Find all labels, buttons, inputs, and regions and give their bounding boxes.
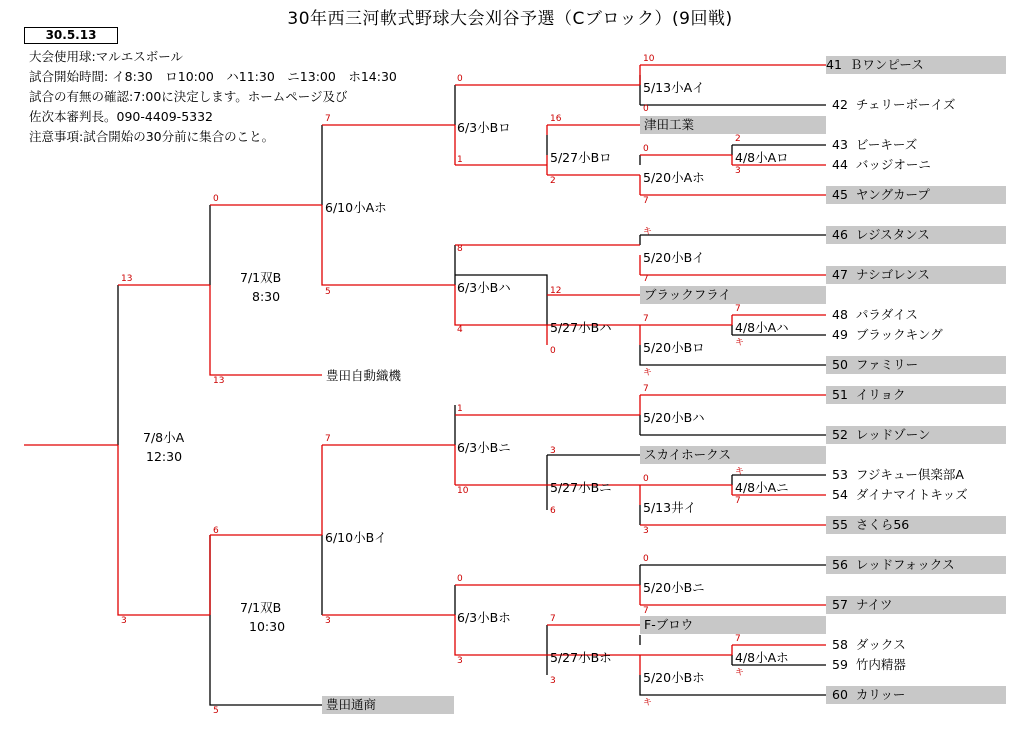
match-label: 7/1双B bbox=[240, 600, 282, 615]
team-name: ナシゴレンス bbox=[855, 267, 930, 282]
team-skyhawks bbox=[640, 446, 826, 464]
team-number: 49 bbox=[832, 327, 848, 342]
match-label: 4/8小Aホ bbox=[735, 650, 789, 665]
score: 0 bbox=[457, 574, 463, 584]
score: 12 bbox=[550, 286, 562, 296]
match-label: 5/20小Bイ bbox=[643, 250, 705, 265]
team-number: 57 bbox=[832, 597, 848, 612]
match-label: 5/20小Bニ bbox=[643, 580, 705, 595]
team-number: 54 bbox=[832, 487, 848, 502]
score: キ bbox=[643, 698, 653, 708]
team-name: カリッー bbox=[855, 687, 906, 702]
match-label: 5/20小Aホ bbox=[643, 170, 705, 185]
match-label: 6/10小Bイ bbox=[325, 530, 387, 545]
team-name: Ｂワンピース bbox=[849, 57, 924, 72]
score: 13 bbox=[213, 376, 225, 386]
score: キ bbox=[735, 467, 745, 477]
team-60 bbox=[826, 686, 1006, 704]
score: 3 bbox=[550, 676, 556, 686]
score: 0 bbox=[213, 194, 219, 204]
team-name: 豊田通商 bbox=[326, 697, 377, 712]
match-label: 5/13井イ bbox=[643, 500, 697, 515]
team-45 bbox=[826, 186, 1006, 204]
score: キ bbox=[735, 338, 745, 348]
team-tsuda bbox=[640, 116, 826, 134]
score: 3 bbox=[550, 446, 556, 456]
team-54 bbox=[832, 486, 968, 504]
score: 7 bbox=[643, 274, 649, 284]
match-time: 12:30 bbox=[146, 449, 183, 464]
score: 7 bbox=[643, 384, 649, 394]
match-label: 4/8小Aロ bbox=[735, 150, 789, 165]
match-label: 5/27小Bロ bbox=[550, 150, 612, 165]
team-name: パラダイス bbox=[855, 307, 918, 322]
match-label: 4/8小Aニ bbox=[735, 480, 789, 495]
team-name: ブラックフライ bbox=[644, 287, 731, 302]
team-number: 53 bbox=[832, 467, 848, 482]
score: キ bbox=[643, 227, 653, 237]
team-number: 52 bbox=[832, 427, 848, 442]
score: キ bbox=[643, 368, 653, 378]
team-number: 60 bbox=[832, 687, 848, 702]
score: 5 bbox=[325, 287, 331, 297]
team-number: 48 bbox=[832, 307, 848, 322]
match-label: 7/8小A bbox=[143, 430, 185, 445]
team-number: 46 bbox=[832, 227, 848, 242]
match-time: 10:30 bbox=[249, 619, 286, 634]
score: 1 bbox=[457, 404, 463, 414]
match-label: 6/3小Bホ bbox=[457, 610, 511, 625]
team-name: 竹内精器 bbox=[855, 657, 906, 672]
score: 7 bbox=[643, 606, 649, 616]
score: 0 bbox=[643, 144, 649, 154]
score: 3 bbox=[643, 526, 649, 536]
team-44 bbox=[832, 156, 931, 174]
score: 7 bbox=[550, 614, 556, 624]
score: 10 bbox=[643, 54, 655, 64]
team-name: 豊田自動織機 bbox=[326, 368, 402, 383]
team-name: ブラックキング bbox=[855, 327, 943, 342]
team-52 bbox=[826, 426, 1006, 444]
team-43 bbox=[832, 136, 917, 154]
match-label: 4/8小Aハ bbox=[735, 320, 789, 335]
match-label: 6/3小Bハ bbox=[457, 280, 511, 295]
team-number: 43 bbox=[832, 137, 848, 152]
score: 13 bbox=[121, 274, 133, 284]
team-55 bbox=[826, 516, 1006, 534]
team-name: ファミリー bbox=[855, 357, 919, 372]
team-48 bbox=[832, 306, 918, 324]
score: 6 bbox=[213, 526, 219, 536]
team-name: さくら56 bbox=[855, 517, 910, 532]
team-name: フジキュー倶楽部A bbox=[855, 467, 964, 482]
match-label: 6/10小Aホ bbox=[325, 200, 387, 215]
team-59 bbox=[832, 656, 906, 674]
score: 2 bbox=[550, 176, 556, 186]
score: 0 bbox=[643, 104, 649, 114]
team-name: レッドフォックス bbox=[855, 557, 955, 572]
score: 6 bbox=[550, 506, 556, 516]
score: 7 bbox=[643, 196, 649, 206]
team-number: 56 bbox=[832, 557, 848, 572]
score: 16 bbox=[550, 114, 562, 124]
info-line: 佐次本審判長。090-4409-5332 bbox=[29, 109, 214, 124]
score: 10 bbox=[457, 486, 469, 496]
team-56 bbox=[826, 556, 1006, 574]
team-number: 41 bbox=[826, 57, 842, 72]
score: 2 bbox=[735, 134, 741, 144]
score: キ bbox=[735, 668, 745, 678]
team-50 bbox=[826, 356, 1006, 374]
team-41 bbox=[826, 56, 1006, 74]
team-number: 42 bbox=[832, 97, 848, 112]
team-toyota-tsusho bbox=[322, 696, 454, 714]
match-label: 5/13小Aイ bbox=[643, 80, 705, 95]
score: 3 bbox=[121, 616, 127, 626]
score: 3 bbox=[735, 166, 741, 176]
team-number: 45 bbox=[832, 187, 848, 202]
info-line: 注意事項:試合開始の30分前に集合のこと。 bbox=[29, 129, 275, 144]
score: 0 bbox=[643, 554, 649, 564]
team-name: チェリーボーイズ bbox=[855, 97, 956, 112]
score: 7 bbox=[735, 634, 741, 644]
team-name: スカイホークス bbox=[644, 447, 732, 462]
score: 7 bbox=[735, 304, 741, 314]
score: 1 bbox=[457, 155, 463, 165]
page-title: 30年西三河軟式野球大会刈谷予選（Cブロック）(9回戦) bbox=[287, 9, 733, 29]
team-49 bbox=[832, 326, 943, 344]
score: 0 bbox=[550, 346, 556, 356]
team-blackfly bbox=[640, 286, 826, 304]
team-name: イリョク bbox=[855, 387, 906, 402]
team-number: 50 bbox=[832, 357, 848, 372]
match-label: 5/27小Bニ bbox=[550, 480, 612, 495]
team-46 bbox=[826, 226, 1006, 244]
team-47 bbox=[826, 266, 1006, 284]
team-name: ダイナマイトキッズ bbox=[855, 487, 968, 502]
info-line: 試合の有無の確認:7:00に決定します。ホームページ及び bbox=[29, 89, 348, 104]
score: 7 bbox=[643, 314, 649, 324]
score: 0 bbox=[643, 474, 649, 484]
team-number: 51 bbox=[832, 387, 848, 402]
score: 7 bbox=[325, 114, 331, 124]
team-name: ビーキーズ bbox=[855, 137, 918, 152]
team-name: ヤングカープ bbox=[855, 187, 930, 202]
score: 3 bbox=[457, 656, 463, 666]
date-label: 30.5.13 bbox=[24, 27, 118, 44]
team-number: 44 bbox=[832, 157, 848, 172]
team-name: バッジオーニ bbox=[855, 157, 931, 172]
match-label: 5/20小Bロ bbox=[643, 340, 705, 355]
team-name: ナイツ bbox=[855, 597, 893, 612]
team-toyota-jidoshokki bbox=[326, 367, 401, 385]
score: 5 bbox=[213, 706, 219, 716]
team-42 bbox=[832, 96, 955, 114]
team-name: F-ブロウ bbox=[644, 617, 694, 632]
team-name: レッドゾーン bbox=[855, 427, 931, 442]
score: 3 bbox=[325, 616, 331, 626]
team-57 bbox=[826, 596, 1006, 614]
match-label: 6/3小Bロ bbox=[457, 120, 511, 135]
match-label: 5/20小Bハ bbox=[643, 410, 705, 425]
team-number: 47 bbox=[832, 267, 848, 282]
match-label: 5/27小Bホ bbox=[550, 650, 612, 665]
team-58 bbox=[832, 636, 906, 654]
score: 0 bbox=[457, 74, 463, 84]
team-number: 55 bbox=[832, 517, 848, 532]
team-name: レジスタンス bbox=[855, 227, 930, 242]
team-number: 58 bbox=[832, 637, 848, 652]
team-number: 59 bbox=[832, 657, 848, 672]
score: 7 bbox=[735, 496, 741, 506]
match-label: 5/27小Bハ bbox=[550, 320, 612, 335]
team-name: ダックス bbox=[855, 637, 906, 652]
score: 4 bbox=[457, 325, 463, 335]
score: 7 bbox=[325, 434, 331, 444]
team-51 bbox=[826, 386, 1006, 404]
team-f-blow bbox=[640, 616, 826, 634]
info-line: 大会使用球:マルエスボール bbox=[29, 49, 183, 64]
info-line: 試合開始時間: イ8:30 ロ10:00 ハ11:30 ニ13:00 ホ14:30 bbox=[29, 69, 397, 84]
match-time: 8:30 bbox=[252, 289, 281, 304]
match-label: 6/3小Bニ bbox=[457, 440, 511, 455]
team-name: 津田工業 bbox=[644, 117, 695, 132]
match-label: 7/1双B bbox=[240, 270, 282, 285]
score: 8 bbox=[457, 244, 463, 254]
team-53 bbox=[832, 466, 964, 484]
match-label: 5/20小Bホ bbox=[643, 670, 705, 685]
